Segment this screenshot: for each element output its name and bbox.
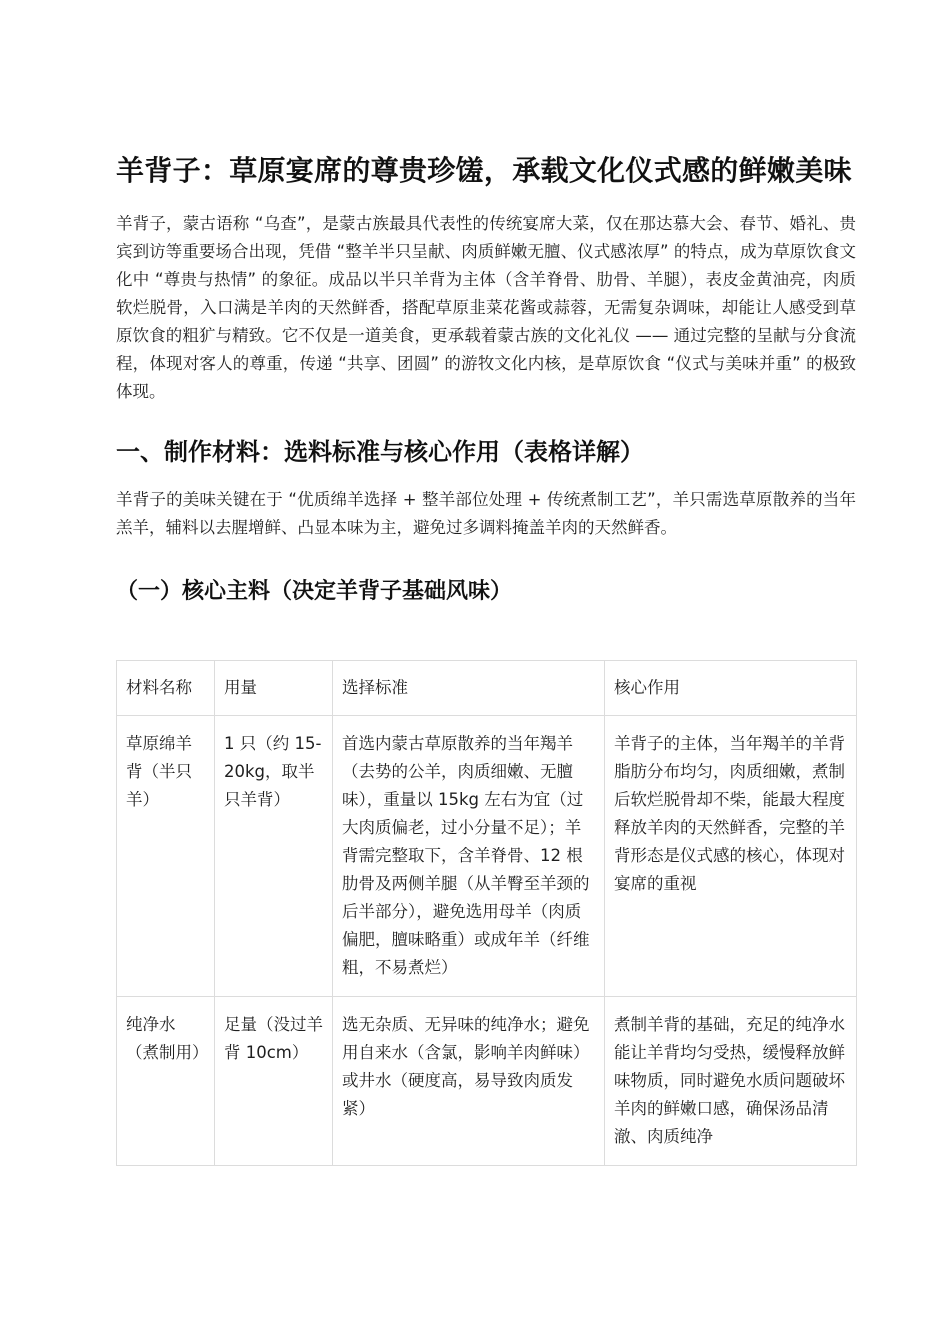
table-row [117,716,857,997]
cell-amount: 1 只（约 15-20kg，取半只羊背） [215,716,333,997]
column-header-name: 材料名称 [117,661,215,716]
cell-material-name: 草原绵羊背（半只羊） [117,716,215,997]
cell-standard: 首选内蒙古草原散养的当年羯羊（去势的公羊，肉质细嫩、无膻味），重量以 15kg 左右为宜（过大肉质偏老，过小分量不足）；羊背需完整取下，含羊脊骨、12 根肋骨及两侧羊腿（从羊臀至羊颈的后半部分），避免选用母羊（肉质偏肥，膻味略重）或成年羊（纤维粗，不易煮烂） [333,716,605,997]
cell-material-name: 纯净水（煮制用） [117,997,215,1166]
table-row [117,997,857,1166]
cell-amount: 足量（没过羊背 10cm） [215,997,333,1166]
column-header-role: 核心作用 [605,661,857,716]
column-header-standard: 选择标准 [333,661,605,716]
table-header-row [117,661,857,716]
cell-role: 煮制羊背的基础，充足的纯净水能让羊背均匀受热，缓慢释放鲜味物质，同时避免水质问题破坏羊肉的鲜嫩口感，确保汤品清澈、肉质纯净 [605,997,857,1166]
ingredients-table [116,660,857,1166]
page-title: 羊背子：草原宴席的尊贵珍馐，承载文化仪式感的鲜嫩美味 [116,154,852,187]
cell-role: 羊背子的主体，当年羯羊的羊背脂肪分布均匀，肉质细嫩，煮制后软烂脱骨却不柴，能最大程度释放羊肉的天然鲜香，完整的羊背形态是仪式感的核心，体现对宴席的重视 [605,716,857,997]
section-heading-materials: 一、制作材料：选料标准与核心作用（表格详解） [116,438,644,466]
column-header-amount: 用量 [215,661,333,716]
subsection-heading-main-ingredients: （一）核心主料（决定羊背子基础风味） [116,579,513,604]
cell-standard: 选无杂质、无异味的纯净水；避免用自来水（含氯，影响羊肉鲜味）或井水（硬度高，易导致肉质发紧） [333,997,605,1166]
intro-paragraph: 羊背子，蒙古语称 “乌查”，是蒙古族最具代表性的传统宴席大菜，仅在那达慕大会、春节、婚礼、贵宾到访等重要场合出现，凭借 “整羊半只呈献、肉质鲜嫩无膻、仪式感浓厚” 的特点，成为草原饮食文化中 “尊贵与热情” 的象征。成品以半只羊背为主体（含羊脊骨、肋骨、羊腿），表皮金黄油亮，肉质软烂脱骨，入口满是羊肉的天然鲜香，搭配草原韭菜花酱或蒜蓉，无需复杂调味，却能让人感受到草原饮食的粗犷与精致。它不仅是一道美食，更承载着蒙古族的文化礼仪 —— 通过完整的呈献与分食流程，体现对客人的尊重，传递 “共享、团圆” 的游牧文化内核，是草原饮食 “仪式与美味并重” 的极致体现。 [116,214,856,401]
section-paragraph-materials: 羊背子的美味关键在于 “优质绵羊选择 + 整羊部位处理 + 传统煮制工艺”，羊只需选草原散养的当年羔羊，辅料以去腥增鲜、凸显本味为主，避免过多调料掩盖羊肉的天然鲜香。 [116,490,856,537]
document-page [116,148,856,1166]
